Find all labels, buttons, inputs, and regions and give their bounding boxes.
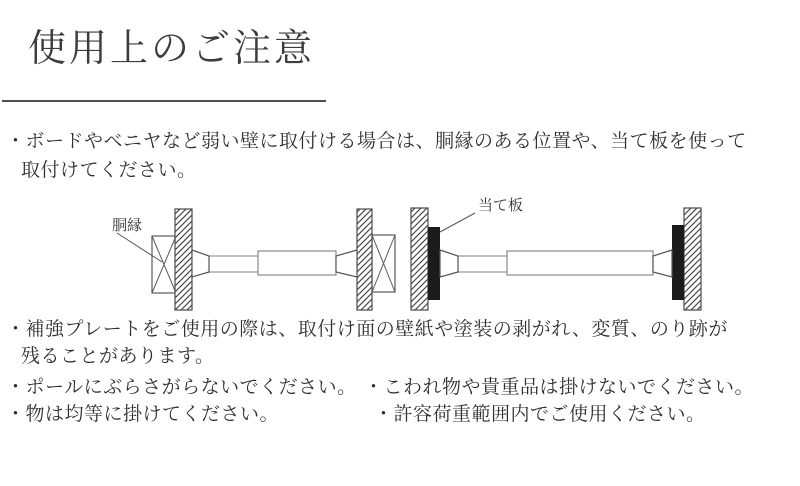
note-plate-mark-line2: 残ることがあります。 xyxy=(21,346,215,367)
tension-rod xyxy=(440,250,672,277)
backing-plate-left xyxy=(428,227,440,300)
rod-end-cap-right xyxy=(653,250,672,277)
note-weak-wall-line1: ・ボードやベニヤなど弱い壁に取付ける場合は、胴縁のある位置や、当て板を使って xyxy=(6,131,747,152)
backing-plate-label-pointer-line xyxy=(440,213,475,232)
furring-strip-box-right xyxy=(372,235,395,292)
rod-end-cap-right xyxy=(336,250,357,277)
diagram-backing-plate-example xyxy=(411,196,701,310)
installation-diagram xyxy=(0,185,800,325)
wall-left-hatched xyxy=(175,209,192,310)
title-underline xyxy=(2,100,326,102)
backing-plate-right xyxy=(672,225,684,300)
backing-plate-label: 当て板 xyxy=(478,197,524,214)
tension-rod xyxy=(192,250,357,277)
wall-left-hatched xyxy=(411,208,428,310)
rod-end-cap-left xyxy=(440,250,458,277)
rod-end-cap-left xyxy=(192,250,209,277)
wall-right-hatched xyxy=(684,208,701,310)
note-plate-mark-line1: ・補強プレートをご使用の際は、取付け面の壁紙や塗装の剥がれ、変質、のり跡が xyxy=(6,319,728,340)
furring-label: 胴縁 xyxy=(112,217,143,234)
note-fragile-items: ・こわれ物や貴重品は掛けないでください。 xyxy=(364,377,755,398)
note-load-limit: ・許容荷重範囲内でご使用ください。 xyxy=(374,404,706,425)
note-weak-wall-line2: 取付けてください。 xyxy=(21,160,197,181)
page-title: 使用上のご注意 xyxy=(28,28,316,70)
wall-right-hatched xyxy=(357,209,372,310)
note-no-hanging: ・ポールにぶらさがらないでください。 xyxy=(6,377,357,398)
note-even-load: ・物は均等に掛けてください。 xyxy=(6,404,280,425)
diagram-furring-example xyxy=(112,209,395,310)
furring-strip-box-left xyxy=(152,236,176,293)
